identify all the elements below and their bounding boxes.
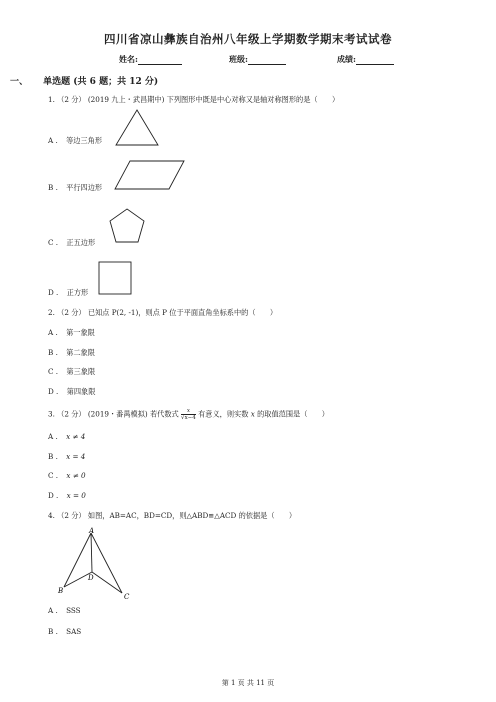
option-4a [48, 606, 81, 615]
option-letter: B . [48, 183, 58, 192]
option-text: SAS [66, 627, 82, 636]
option-text: x = 4 [66, 452, 86, 461]
label-b: B [58, 587, 64, 595]
label-a: A [89, 527, 95, 535]
triangle-figure [115, 108, 161, 148]
question-text: 已知点 P(2, -1)，则点 P 位于平面直角坐标系中的（ ） [87, 308, 278, 317]
question-text: (2019 九上・武昌期中) 下列图形中既是中心对称又是轴对称图形的是（ ） [87, 95, 340, 104]
score-field [337, 54, 394, 65]
option-text: x ≠ 4 [66, 432, 86, 441]
question-number: 4. [48, 511, 55, 520]
option-text: 第二象限 [66, 348, 95, 357]
option-letter: D . [48, 288, 59, 297]
option-letter: A . [48, 136, 58, 145]
option-2d [48, 387, 95, 397]
segment-ab [64, 533, 91, 587]
option-1c [48, 238, 95, 248]
question-4 [48, 511, 296, 521]
option-text: 第三象限 [66, 367, 96, 376]
parallelogram-figure [114, 159, 186, 191]
fraction-denominator: √x−4 [181, 415, 196, 421]
option-text: 第四象限 [66, 387, 96, 396]
question-score: （2 分） [57, 308, 86, 317]
question-number: 3. [48, 409, 55, 419]
page-title: 四川省凉山彝族自治州八年级上学期数学期末考试试卷 [104, 32, 392, 46]
option-2a [48, 328, 95, 338]
question-text-before: (2019・番禺模拟) 若代数式 [87, 409, 179, 419]
option-1b [48, 183, 102, 193]
score-label: 成绩: [337, 54, 356, 64]
name-label: 姓名: [119, 54, 138, 64]
question-3 [48, 408, 329, 421]
option-3c [48, 471, 86, 480]
option-1a [48, 136, 102, 146]
question-text-end: 的取值范围是（ ） [257, 409, 329, 419]
triangle-abd-acd-figure [58, 526, 138, 602]
class-label: 班级: [229, 54, 248, 64]
score-blank [356, 55, 394, 65]
option-letter: A . [48, 606, 58, 615]
fraction-numerator: x [181, 408, 196, 415]
class-field [229, 54, 286, 65]
question-number: 1. [48, 95, 55, 104]
option-text: 正方形 [66, 288, 89, 297]
name-field [119, 54, 182, 65]
question-1 [48, 95, 339, 105]
section-number: 一、 [10, 77, 29, 87]
class-blank [248, 55, 286, 65]
question-text: 如图，AB=AC，BD=CD，则△ABD≌△ACD 的依据是（ ） [87, 511, 297, 520]
square-figure [97, 260, 133, 296]
segment-cd [92, 572, 122, 593]
option-2c [48, 367, 95, 377]
option-text: 等边三角形 [66, 136, 103, 145]
question-2 [48, 308, 277, 318]
label-c: C [124, 593, 130, 601]
section-heading [10, 74, 158, 87]
segment-ac [91, 533, 122, 593]
option-letter: D . [48, 491, 59, 500]
question-text-after: 有意义，则实数 [198, 409, 249, 419]
pentagon-figure [107, 207, 147, 245]
option-text: 平行四边形 [66, 183, 103, 192]
option-2b [48, 348, 95, 358]
radicand: x−4 [184, 415, 196, 421]
question-number: 2. [48, 308, 55, 317]
section-title: 单选题 (共 6 题；共 12 分) [43, 77, 159, 87]
option-letter: C . [48, 471, 59, 480]
option-letter: B . [48, 348, 58, 357]
page-footer: 第 1 页 共 11 页 [221, 679, 275, 687]
name-blank [138, 55, 182, 65]
option-text: 第一象限 [66, 328, 95, 337]
question-score: （2 分） [57, 95, 86, 104]
question-score: （2 分） [57, 511, 86, 520]
option-3a [48, 432, 85, 441]
option-letter: C . [48, 238, 59, 247]
variable-x: x [250, 409, 255, 419]
segment-ad [91, 533, 92, 572]
option-3d [48, 491, 86, 500]
question-score: （2 分） [57, 409, 86, 419]
option-letter: C . [48, 367, 59, 376]
option-1d [48, 288, 88, 298]
option-3b [48, 452, 85, 461]
label-d: D [88, 574, 94, 582]
option-letter: D . [48, 387, 59, 396]
option-letter: B . [48, 627, 58, 636]
option-text: SSS [66, 606, 81, 615]
option-4b [48, 627, 81, 636]
option-letter: B . [48, 452, 58, 461]
option-text: x = 0 [66, 491, 86, 500]
fraction-expression [181, 408, 196, 421]
option-text: x ≠ 0 [66, 471, 86, 480]
option-text: 正五边形 [66, 238, 96, 247]
option-letter: A . [48, 432, 58, 441]
option-letter: A . [48, 328, 58, 337]
